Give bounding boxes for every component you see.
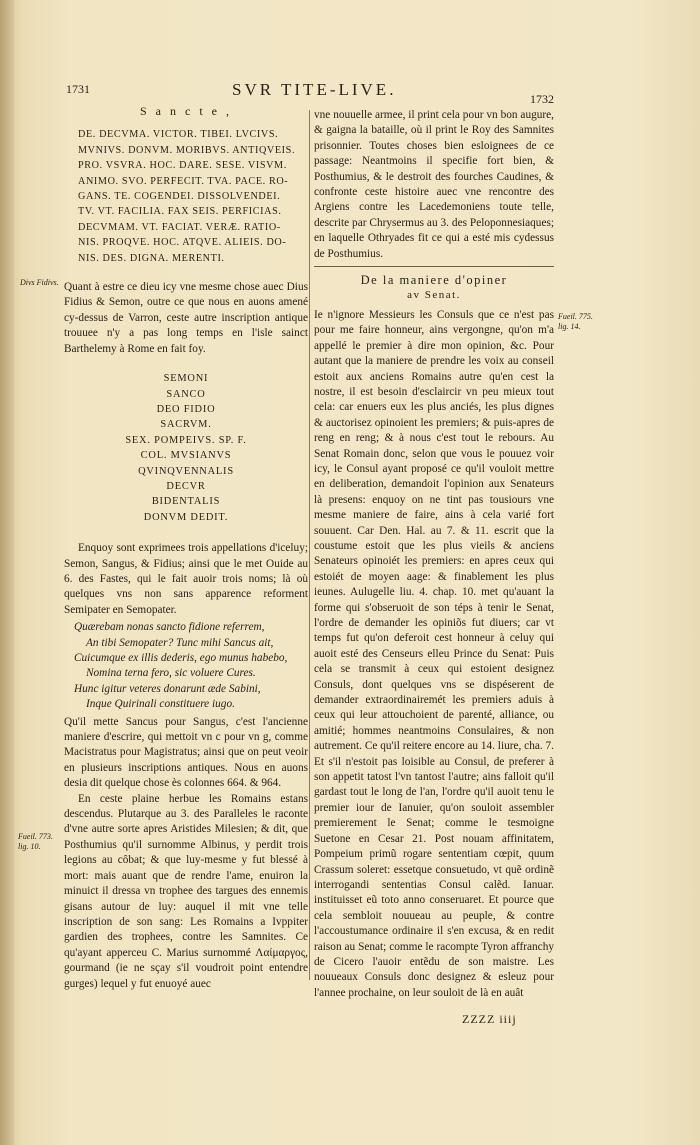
inscription-line: DEO FIDIO [156, 403, 216, 415]
verse-line: Hunc igitur veteres donarunt æde Sabini, [74, 682, 261, 695]
signature-mark: ZZZZ iiij [462, 1012, 517, 1026]
inscription-line: NIS. PROQVE. HOC. ATQVE. ALIEIS. DO- [78, 237, 287, 249]
marginal-note-fueil-right: Fueil. 775. lig. 14. [558, 312, 593, 331]
paragraph-appellations: Enquoy sont exprimees trois appellations d'iceluy; Semon, Sangus, & Fidius; ainsi que le met Ouide au 6. des Fastes, qui le fait auoir trois noms; là où quelques vns non sans apparence reforment Semipater en Semopater. [64, 542, 308, 616]
paragraph-divi-fidius: Quant à estre ce dieu icy vne mesme chose auec Dius Fidius & Semon, outre ce que nous en auons amené cy-dessus de Varron, ceste autre inscription antique trouuee n'y a pas long temps en l'isle sainct Barthelemy à Rome en fait foy. [64, 281, 308, 355]
page-spine-shadow [0, 0, 14, 1145]
running-title: SVR TITE-LIVE. [232, 80, 397, 99]
inscription-line: SACRVM. [160, 419, 212, 431]
inscription-line: ANIMO. SVO. PERFECIT. TVA. PACE. RO- [78, 175, 289, 187]
inscription-line: TV. VT. FACILIA. FAX SEIS. PERFICIAS. [78, 206, 282, 218]
column-divider [309, 110, 310, 980]
paragraph-sancus: Qu'il mette Sancus pour Sangus, c'est l'ancienne maniere d'escrire, qui mettoit vn c pour vn g, comme Macistratus pour Magistratus; ainsi que on peut veoir en plusieurs inscriptions antiques. Nous en auons desia dit quelque chose ès colonnes 664. & 964. [64, 715, 308, 790]
inscription-line: PRO. VSVRA. HOC. DARE. SESE. VISVM. [78, 160, 287, 172]
paragraph-plaine-herbue: En ceste plaine herbue les Romains estans descendus. Plutarque au 3. des Paralleles le raconte d'vne autre sorte apres Aristides Milesien; & dit, que Posthumius qu'il surnomme Albinus, y perdit trois legions au côbat; & que luy-mesme y fut blessé à mort: mais auant que de rendre l'ame, enuiron la minuict il dressa vn trophee des targues des ennemis gisans autour de luy: auquel il mit vne telle inscription de son sang: Les Romains a Ivppiter gardien des trophees, contre les Samnites. Ce qu'ayant apperceu C. Marius surnommé Λαίμαργος, gourmand (ie ne sçay s'il voudroit point entendre gurges) lequel y fut enuoyé auec [64, 792, 308, 990]
inscription-line: QVINQVENNALIS [138, 465, 234, 477]
inscription-line: GANS. TE. COGENDEI. DISSOLVENDEI. [78, 191, 281, 203]
inscription-line: SEMONI [163, 373, 209, 385]
section-rule [314, 266, 554, 267]
marginal-note-fueil-left: Fueil. 773. lig. 10. [18, 832, 53, 851]
marginal-note-divi-fidius: Divs Fidivs. [20, 278, 59, 287]
running-header [0, 82, 700, 104]
latin-inscription-2 [64, 371, 308, 525]
section-subheading-senat: av Senat. [407, 289, 461, 302]
inscription-line: NIS. DES. DIGNA. MERENTI. [78, 252, 225, 264]
section-heading-sancte: S a n c t e , [140, 104, 232, 118]
ovid-verse [74, 620, 308, 712]
right-column [314, 108, 554, 1001]
inscription-line: COL. MVSIANVS [140, 450, 232, 462]
latin-inscription-1 [78, 127, 308, 266]
verse-line: Nomina terna fero, sic voluere Cures. [86, 667, 256, 680]
verse-line: Cuicumque ex illis dederis, ego munus habebo, [74, 652, 288, 664]
inscription-line: DECVR [166, 480, 206, 492]
verse-line: Inque Quirinali constituere iugo. [86, 698, 235, 711]
verse-line: An tibi Semopater? Tunc mihi Sancus ait, [86, 636, 274, 649]
paragraph-senat: Ie n'ignore Messieurs les Consuls que ce n'est pas pour me faire honneur, ains vergongne, qu'on m'a appellé le premier à dire mon opinion, &c. Pour autant que la maniere de prendre les voix au conseil estoit aux anciens Romains autre qu'en cest la nostre, il est besoin d'esclaircir vn peu mieux tout cela: car enuers eux les plus anciés, les plus dignes & auctorisez opinoient les premiers; & puis-apres de reng en reng; & à nous c'est tout le rebours. Au Senat Romain donc, selon que vous le pouuez voir icy, le Consul ayant proposé ce qu'il vouloit mettre en deliberation, demandoit l'opinion aux Senateurs là presens: enquoy on ne tint pas tousiours vne mesme maniere de faire, ains à cela varié fort souuent. Car Den. Hal. au 7. & 11. escrit que la coustume estoit que les plus vieils & anciens Senateurs opinoiét les premiers: en apres ceux qui estoiét de moyen aage: & finablement les plus ieunes. Aulugelle liu. 4. chap. 10. met qu'auant la forme qui s'obseruoit de son téps à tenir le Senat, l'ordre de demander les opiniõs fut diuers; car vt temps fut qu'on deferoit cest honneur à celuy qui auoit esté des Censeurs elleu Prince du Senat: Puis cela se transmit à ceux qui estoient designez Consuls, dont quelques vns se dispéserent de demander extraordinairemét les premiers aduis à ceux qui leur attouchoient de parenté, alliance, ou amitié; hommes neantmoins Consulaires, & non autrement. Ce qu'il reitere encore au 14. liure, cha. 7. Et s'il n'estoit pas loisible au Consul, de preferer à son appetit tatost l'vn tantost l'autre; ains falloit qu'il gardast tout le long de l'an, l'ordre qu'il auoit tenu le premier iour de Ianuier, qu'on souloit assembler premierement le Senat; comme le tesmoigne Suetone en Cesar 21. Post nouam affinitatem, Pompeium primũ rogare sententiam cœpit, quum Crassum soleret: essetque consuetudo, vt quẽ ordinẽ interrogandi sententias Consul calẽd. Ianuar. instituisset eũ toto anno conseruaret. Et pource que cela sembloit nouueau au peuple, & contre l'accoustumance ordinaire il s'en excusa, & en redit raison au Senat; comme le racompte Tyron affranchy de Cicero l'auoir entẽdu de son maistre. Les nouueaux Consuls donc designez & esleuz pour l'annee prochaine, on leur souloit de là en auât [314, 308, 554, 999]
inscription-line: DE. DECVMA. VICTOR. TIBEI. LVCIVS. [78, 129, 279, 141]
inscription-line: BIDENTALIS [151, 496, 221, 508]
left-column [64, 104, 308, 992]
section-heading-opiner: De la maniere d'opiner [360, 273, 508, 288]
inscription-line: SEX. POMPEIVS. SP. F. [125, 434, 247, 446]
page-number-right: 1732 [530, 92, 554, 106]
inscription-line: DONVM DEDIT. [143, 511, 229, 523]
verse-line: Quærebam nonas sancto fidione referrem, [74, 621, 265, 634]
inscription-line: MVNIVS. DONVM. MORIBVS. ANTIQVEIS. [78, 144, 296, 156]
page-number-left: 1731 [66, 82, 90, 96]
paragraph-posthumius: vne nouuelle armee, il print cela pour vn bon augure, & gaigna la bataille, où il print le Roy des Samnites prisonnier. Toutes choses bien esloignees de ce passage: Neantmoins il specifie fort bien, & Posthumius, & le destroit des fourches Caudines, & confronte ceste histoire auec vne rencontre des Argiens contre les Lacedemoniens toute telle, descrite par Chrysermus au 3. des Peloponnesiaques; en laquelle Othryades fit ce qui a esté mis cydessus de Posthumius. [314, 109, 554, 260]
inscription-line: DECVMAM. VT. FACIAT. VERÆ. RATIO- [78, 221, 281, 233]
inscription-line: SANCO [166, 388, 206, 400]
